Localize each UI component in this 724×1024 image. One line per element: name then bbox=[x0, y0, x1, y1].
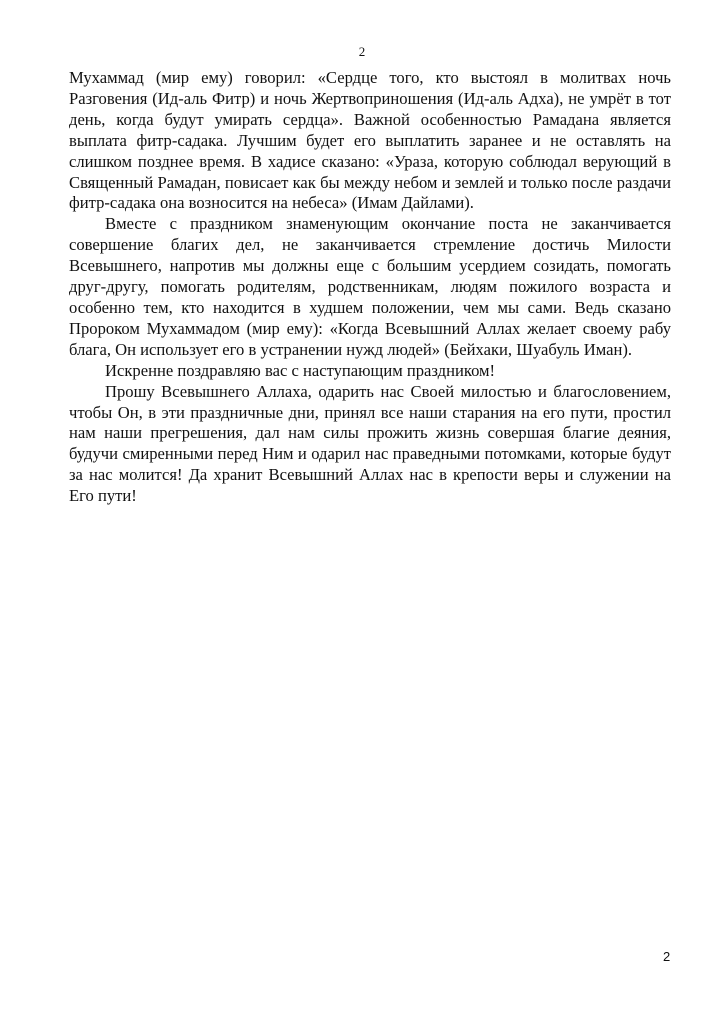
paragraph-ramadan-hadith: Мухаммад (мир ему) говорил: «Сердце того, кто выстоял в молитвах ночь Разговения (Ид-аль Фитр) и ночь Жертвоприношения (Ид-аль Адха), не умрёт в тот день, когда будут умирать сердца». Важной особенностью Рамадана является выплата фитр-садака. Лучшим будет его выплатить заранее и не оставлять на слишком позднее время. В хадисе сказано: «Ураза, которую соблюдал верующий в Священный Рамадан, повисает как бы между небом и землей и только после раздачи фитр-садака она возносится на небеса» (Имам Дайлами). bbox=[69, 68, 671, 213]
page-number-header: 2 bbox=[358, 44, 366, 59]
paragraph-good-deeds: Вместе с праздником знаменующим окончание поста не заканчивается совершение благих дел, не заканчивается стремление достичь Милости Всевышнего, напротив мы должны еще с большим усердием созидать, помогать друг-другу, помогать родителям, родственникам, людям пожилого возраста и особенно тем, кто находится в худшем положении, чем мы сами. Ведь сказано Пророком Мухаммадом (мир ему): «Когда Всевышний Аллах желает своему рабу блага, Он использует его в устранении нужд людей» (Бейхаки, Шуабуль Иман). bbox=[69, 214, 671, 359]
document-body bbox=[69, 68, 671, 507]
paragraph-prayer: Прошу Всевышнего Аллаха, одарить нас Своей милостью и благословением, чтобы Он, в эти праздничные дни, принял все наши старания на его пути, простил нам наши прегрешения, дал нам силы прожить жизнь совершая благие деяния, будучи смиренными перед Ним и одарил нас праведными потомками, которые будут за нас молится! Да хранит Всевышний Аллах нас в крепости веры и служении на Его пути! bbox=[69, 381, 671, 506]
page-number-footer: 2 bbox=[663, 949, 671, 964]
paragraph-congratulations: Искренне поздравляю вас с наступающим праздником! bbox=[105, 360, 496, 380]
